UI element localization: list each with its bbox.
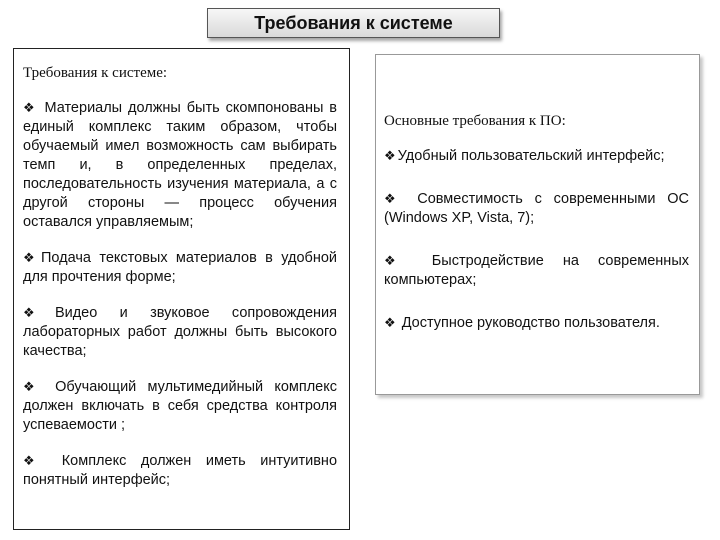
list-item <box>384 251 689 290</box>
list-item-text: Совместимость с современными ОС (Windows XP, Vista, 7); <box>384 191 690 226</box>
diamond-bullet-icon: ❖ <box>384 191 404 206</box>
list-item <box>384 146 689 166</box>
list-item-text: Комплекс должен иметь интуитивно понятный интерфейс; <box>23 453 338 488</box>
slide-title: Требования к системе <box>207 8 500 38</box>
diamond-bullet-icon: ❖ <box>23 100 37 115</box>
software-requirements-panel <box>375 54 700 395</box>
system-requirements-heading: Требования к системе: <box>23 65 168 81</box>
diamond-bullet-icon: ❖ <box>23 250 39 265</box>
software-requirements-heading: Основные требования к ПО: <box>384 113 566 129</box>
list-item-text: Видео и звуковое сопровождения лабораторных работ должны быть высокого качества; <box>23 305 337 359</box>
list-item-text: Материалы должны быть скомпонованы в единый комплекс таким образом, чтобы обучаемый имел возможность сам выбирать темп и, в определенных пределах, последовательность изучения материала, а с другой стороны — процесс обучения оставался управляемым; <box>23 100 337 230</box>
system-requirements-panel <box>13 48 350 530</box>
list-item <box>384 313 689 333</box>
list-item <box>23 248 337 287</box>
diamond-bullet-icon: ❖ <box>23 305 53 320</box>
diamond-bullet-icon: ❖ <box>384 148 396 163</box>
list-item <box>23 98 337 232</box>
diamond-bullet-icon: ❖ <box>23 453 46 468</box>
diamond-bullet-icon: ❖ <box>384 253 411 268</box>
list-item <box>23 451 337 490</box>
list-item <box>384 189 689 228</box>
list-item-text: Быстродействие на современных компьютерах; <box>384 253 689 288</box>
list-item <box>23 377 337 435</box>
list-item <box>23 303 337 361</box>
diamond-bullet-icon: ❖ <box>384 315 396 330</box>
list-item-text: Подача текстовых материалов в удобной для прочтения форме; <box>23 250 338 285</box>
list-item-text: Обучающий мультимедийный комплекс должен включать в себя средства контроля успеваемости ; <box>23 379 338 433</box>
list-item-text: Доступное руководство пользователя. <box>401 315 660 331</box>
diamond-bullet-icon: ❖ <box>23 379 42 394</box>
list-item-text: Удобный пользовательский интерфейс; <box>397 148 665 164</box>
